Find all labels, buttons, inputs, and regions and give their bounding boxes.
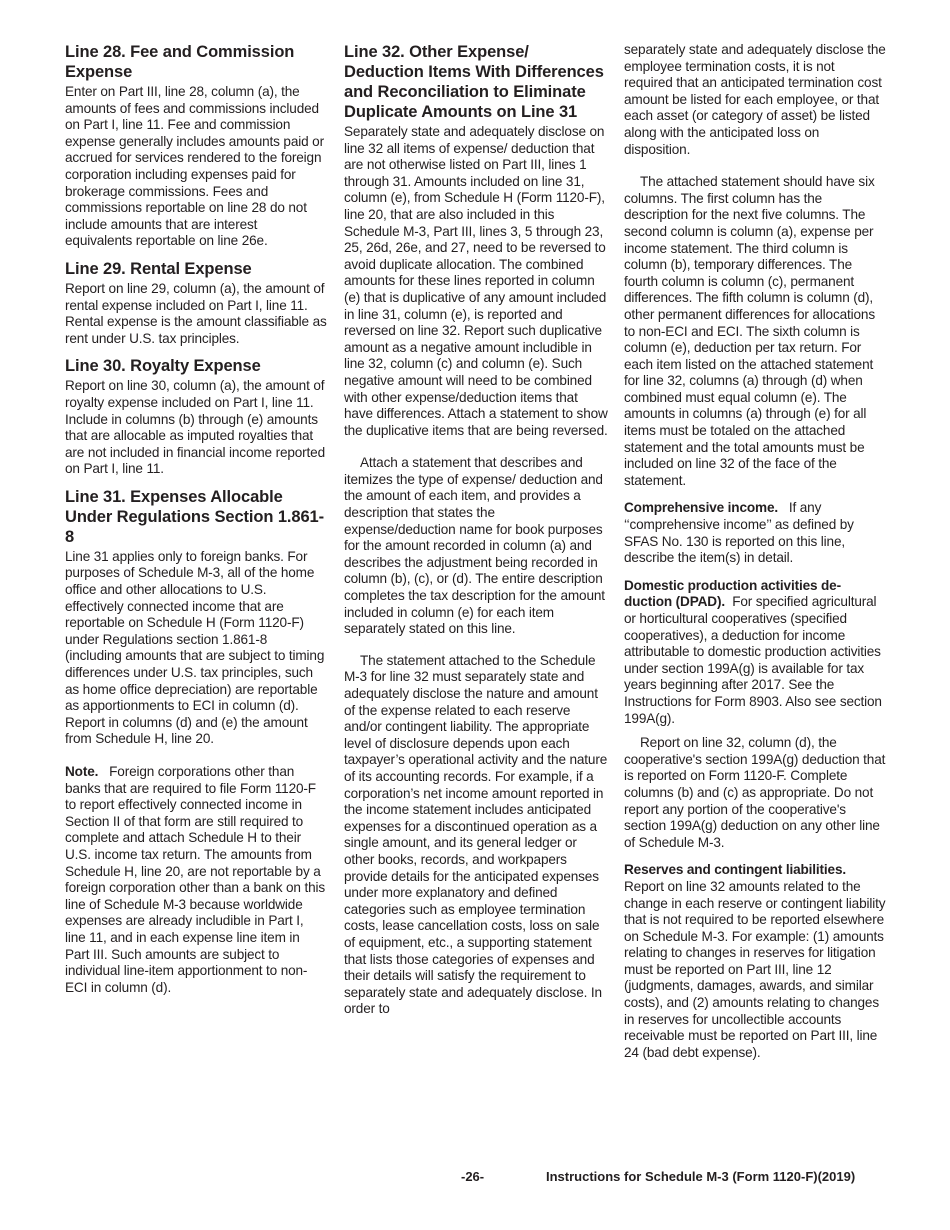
column-middle (344, 42, 608, 1033)
note-text: Foreign corporations other than banks that are required to file Form 1120-F to report effectively connected income in Section II of that form are still required to complete and attach Schedule H to their U.S. income tax return. The amounts from Schedule H, line 20, are not reportable by a foreign corporation other than a bank on this line of Schedule M-3 because worldwide expenses are already includible in Part I, line 11, and in each expense line item in Part III. Such amounts are subject to individual line-item apportionment to non-ECI in column (d). (65, 764, 326, 995)
note-label: Note. (65, 764, 99, 779)
footer-title: Instructions for Schedule M-3 (Form 1120-F)(2019) (546, 1169, 856, 1184)
note-paragraph (65, 764, 327, 996)
paragraph-line-32-intro: Separately state and adequately disclose on line 32 all items of expense/ deduction that are not otherwise listed on Part III, lines 1 through 31. Amounts included on line 31, column (e), from Schedule H (Form 1120-F), line 20, that are also included in this Schedule M-3, Part III, lines 3, 5 through 23, 25, 26d, 26e, and 27, need to be reversed to avoid duplicate allocation. The combined amounts for these lines reported in column (e) that is duplicative of any amount included in line 31, column (e), is reported and reversed on line 32. Report such duplicative amount as a negative amount includible in line 32, column (c) and column (e). Such negative amount will need to be combined with other expense/deduction items that have differences. Attach a statement to show the duplicative items that are being reversed. (344, 124, 608, 438)
reserves-text: Report on line 32 amounts related to the change in each reserve or contingent liability that is not required to be reported elsewhere on Schedule M-3. For example: (1) amounts relating to changes in reserves for litigation must be reported on Part III, line 12 (judgments, damages, awards, and similar costs), and (2) amounts relating to changes in reserves for uncollectible accounts receivable must be reported on Part III, line 24 (bad debt expense). (624, 878, 886, 1060)
heading-line-28: Line 28. Fee and Commission Expense (65, 43, 295, 81)
paragraph-six-columns: The attached statement should have six columns. The first column has the description for the next five columns. The second column is column (a), expense per income statement. The third column is column (b), temporary differences. The fourth column is column (c), permanent differences. The fifth column is column (d), other permanent differences for allocations to non-ECI and ECI. The sixth column is column (e), deduction per tax return. For each item listed on the attached statement for line 32, columns (a) through (d) when combined must equal column (e). The amounts in columns (a) through (e) for all items must be totaled on the attached statement and the total amounts must be included on line 32 of the face of the statement. (624, 174, 875, 488)
heading-line-30: Line 30. Royalty Expense (65, 357, 261, 376)
paragraph-line-28: Enter on Part III, line 28, column (a), the amounts of fees and commissions included on Part I, line 11. Fee and commission expense generally includes amounts paid or accrued for services rendered to the foreign corporation including expenses paid for brokerage commissions. Fees and commissions reportable on line 28 do not include amounts that are interest equivalents reportable on line 26e. (65, 84, 324, 249)
dpad-text: For specified agricultural or horticultural cooperatives (specified cooperatives), a deduction for income attributable to domestic production activities under section 199A(g) is available for tax years beginning after 2017. See the Instructions for Form 8903. Also see section 199A(g). (624, 594, 882, 726)
paragraph-dpad (624, 578, 886, 727)
column-left (65, 42, 327, 1007)
page-footer (0, 1169, 950, 1189)
reserves-label: Reserves and contingent liabilities. (624, 862, 846, 878)
paragraph-reserves (624, 862, 886, 1061)
paragraph-line-31: Line 31 applies only to foreign banks. For purposes of Schedule M-3, all of the home office and other allocations to U.S. effectively connected income that are reportable on Schedule H (Form 1120-F) under Regulations section 1.861-8 (including amounts that are subject to timing differences under U.S. tax principles, such as home office depreciation) are reportable as apportionments to ECI in column (d). Report in columns (d) and (e) the amount from Schedule H, line 20. (65, 548, 325, 747)
heading-line-31: Line 31. Expenses Allocable Under Regulations Section 1.861-8 (65, 487, 325, 546)
comprehensive-income-label: Comprehensive income. (624, 500, 778, 516)
heading-line-29: Line 29. Rental Expense (65, 259, 252, 278)
paragraph-statement-disclosure: The statement attached to the Schedule M-3 for line 32 must separately state and adequately disclose the nature and amount of the expense related to each reserve and/or contingent liability. The appropriate level of disclosure depends upon each taxpayer’s operational activity and the nature of its accounting records. For example, if a corporation’s net income amount reported in the income statement includes anticipated expenses for a discontinued operation as a single amount, and its general ledger or other books, records, and workpapers provide details for the anticipated expenses under more explanatory and defined categories such as employee termination costs, lease cancellation costs, loss on sale of equipment, etc., a supporting statement that lists those categories of expenses and their details will satisfy the requirement to separately state and adequately disclose. In order to (344, 652, 608, 1017)
paragraph-attach-statement: Attach a statement that describes and itemizes the type of expense/ deduction and the amount of each item, and provides a description that states the expense/deduction name for book purposes for the amount recorded in column (a) and describes the adjustment being recorded in column (b), (c), or (d). The entire description completes the tax description for the amount included in column (e) for each item separately stated on this line. (344, 455, 605, 637)
paragraph-line-30: Report on line 30, column (a), the amount of royalty expense included on Part I, line 11. Include in columns (b) through (e) amounts that are allocable as imputed royalties that are not included in financial income reported on Part I, line 11. (65, 378, 326, 477)
paragraph-continued: separately state and adequately disclose the employee termination costs, it is not required that an anticipated termination cost amount be listed for each employee, or that each asset (or category of asset) be listed along with the anticipated loss on disposition. (624, 42, 886, 157)
dpad-label: Domestic production activities de- duction (DPAD). (624, 577, 841, 610)
paragraph-comprehensive-income (624, 500, 886, 566)
page-number: -26- (461, 1169, 485, 1184)
paragraph-report-199a: Report on line 32, column (d), the cooperative's section 199A(g) deduction that is reported on Form 1120-F. Complete columns (b) and (c) as appropriate. Do not report any portion of the cooperative's section 199A(g) deduction on any other line of Schedule M-3. (624, 735, 886, 850)
comprehensive-income-text: If any ‘‘comprehensive income’’ as defined by SFAS No. 130 is reported on this line, describe the item(s) in detail. (624, 500, 854, 566)
paragraph-line-29: Report on line 29, column (a), the amount of rental expense included on Part I, line 11. Rental expense is the amount classifiable as rent under U.S. tax principles. (65, 280, 327, 346)
heading-line-32: Line 32. Other Expense/ Deduction Items With Differences and Reconciliation to Eliminate Duplicate Amounts on Line 31 (344, 43, 604, 121)
column-right (624, 42, 886, 1072)
